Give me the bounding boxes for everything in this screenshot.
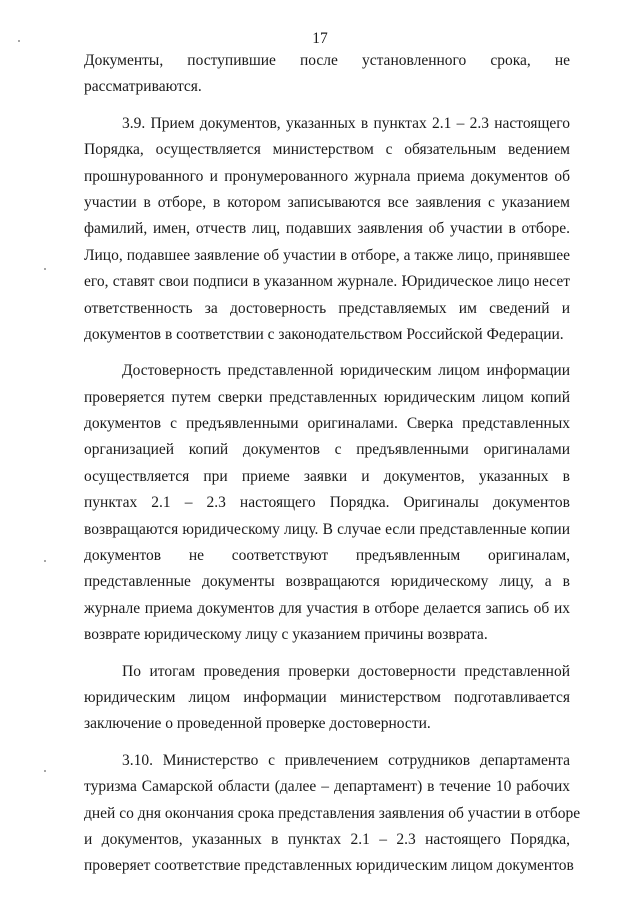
text-line: прошнурованного и пронумерованного журнала приема документов об xyxy=(84,167,570,185)
text-line: заключение о проведенной проверке достоверности. xyxy=(84,715,431,733)
page-number: 17 xyxy=(312,30,328,47)
scan-speck xyxy=(44,560,46,562)
text-line: документов с предъявленными оригиналами. Сверка представленных xyxy=(84,415,570,433)
text-line: 3.10. Министерство с привлечением сотрудников департамента xyxy=(122,751,570,769)
text-line: его, ставят свои подписи в указанном журнале. Юридическое лицо несет xyxy=(84,273,570,291)
paragraph xyxy=(84,358,570,648)
text-line: представленные документы возвращаются юридическому лицу, а в xyxy=(84,573,570,591)
text-line: Порядка, осуществляется министерством с обязательным ведением xyxy=(84,141,570,159)
text-line: Документы, поступившие после установленного срока, не xyxy=(84,52,570,69)
text-line: и документов, указанных в пунктах 2.1 – 2.3 настоящего Порядка, xyxy=(84,830,570,848)
text-line: дней со дня окончания срока представления заявления об участии в отборе xyxy=(84,804,581,822)
text-line: рассматриваются. xyxy=(84,78,202,96)
text-line: Лицо, подавшее заявление об участии в отборе, а также лицо, принявшее xyxy=(84,246,570,264)
text-line: юридическим лицом информации министерством подготавливается xyxy=(84,688,570,706)
document-body xyxy=(84,48,581,884)
text-line: туризма Самарской области (далее – департамент) в течение 10 рабочих xyxy=(84,778,570,796)
text-line: организацией копий документов с предъявленными оригиналами xyxy=(84,441,570,459)
text-line: участии в отборе, в котором записываются все заявления с указанием xyxy=(84,193,570,211)
text-line: По итогам проведения проверки достоверности представленной xyxy=(122,662,570,680)
text-line: возврате юридическому лицу с указанием причины возврата. xyxy=(84,626,488,644)
text-line: осуществляется при приеме заявки и документов, указанных в xyxy=(84,467,570,485)
paragraph xyxy=(84,659,570,738)
text-line: 3.9. Прием документов, указанных в пунктах 2.1 – 2.3 настоящего xyxy=(122,114,570,132)
scan-speck xyxy=(44,770,46,772)
text-line: проверяет соответствие представленных юридическим лицом документов xyxy=(84,857,574,875)
text-line: журнале приема документов для участия в отборе делается запись об их xyxy=(84,599,570,617)
scan-speck xyxy=(44,268,46,270)
text-line: документов в соответствии с законодательством Российской Федерации. xyxy=(84,325,564,343)
text-line: фамилий, имен, отчеств лиц, подавших заявления об участии в отборе. xyxy=(84,220,570,238)
text-line: возвращаются юридическому лицу. В случае если представленные копии xyxy=(84,520,570,538)
text-line: проверяется путем сверки представленных юридическим лицом копий xyxy=(84,388,570,406)
text-line: пунктах 2.1 – 2.3 настоящего Порядка. Оригиналы документов xyxy=(84,494,570,512)
text-line: Достоверность представленной юридическим лицом информации xyxy=(122,362,570,380)
paragraph-3-10 xyxy=(84,748,581,880)
scan-speck xyxy=(18,40,20,42)
paragraph xyxy=(84,48,570,101)
paragraph-3-9 xyxy=(84,111,570,349)
text-line: документов не соответствуют предъявленным оригиналам, xyxy=(84,547,570,565)
text-line: ответственность за достоверность представляемых им сведений и xyxy=(84,299,570,317)
